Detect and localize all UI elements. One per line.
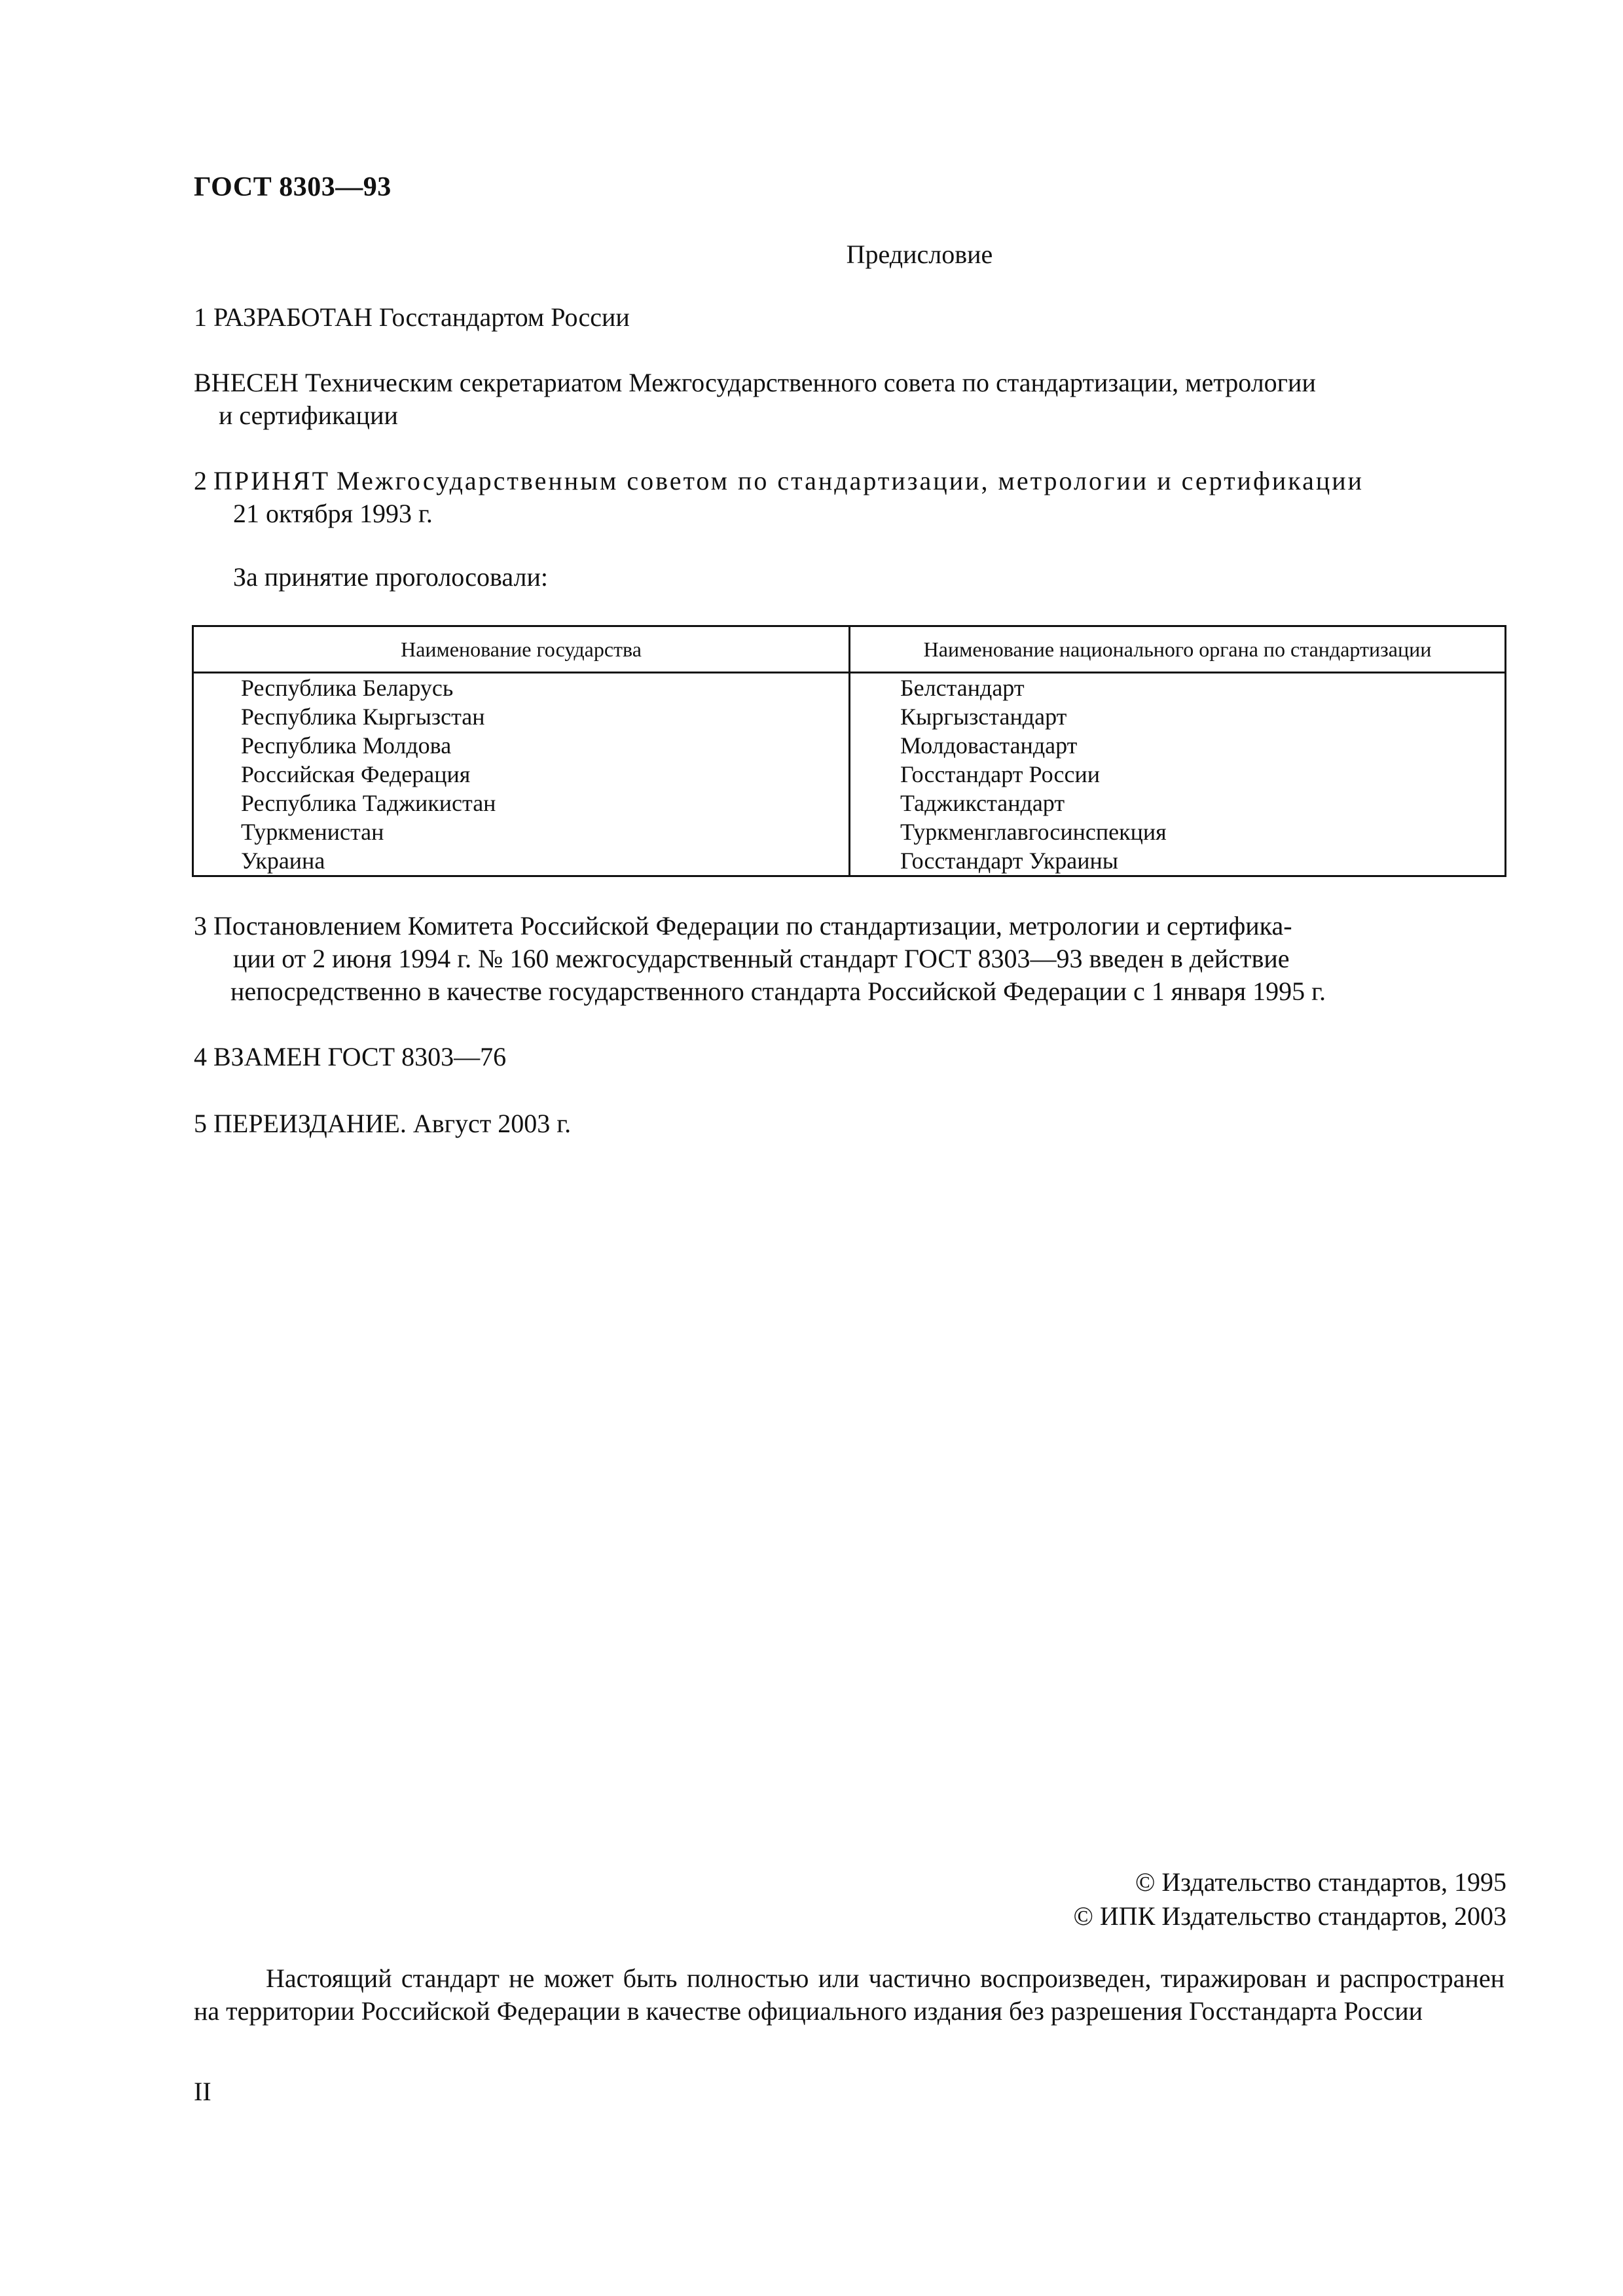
copyright-1995: © Издательство стандартов, 1995 [1135, 1867, 1506, 1897]
paragraph-text: Госстандартом России [378, 302, 630, 332]
paragraph-lead-word: ПРИНЯТ [213, 466, 331, 495]
paragraph-continuation: непосредственно в качестве государственного стандарта Российской Федерации с 1 января 1995 г. [230, 977, 1326, 1006]
paragraph-continuation: ции от 2 июня 1994 г. № 160 межгосударственный стандарт ГОСТ 8303—93 введен в действие [233, 944, 1290, 973]
paragraph-lead-word: ВЗАМЕН [213, 1042, 321, 1071]
body-list [850, 673, 1506, 876]
paragraph-text: ГОСТ 8303—76 [327, 1042, 507, 1071]
state-name: Туркменистан [241, 819, 384, 845]
document-code-header: ГОСТ 8303—93 [194, 172, 392, 202]
preface-title: Предисловие [846, 240, 993, 269]
paragraph-lead-word: ПЕРЕИЗДАНИЕ. [213, 1109, 407, 1138]
reproduction-notice: Настоящий стандарт не может быть полностью или частично воспроизведен, тиражирован и распространен на территории Российской Федерации в качестве официального издания без разрешения Госстандарта России [194, 1964, 1504, 2026]
standards-body-name: Туркменглавгосинспекция [900, 819, 1167, 845]
paragraph-text: Август 2003 г. [412, 1109, 572, 1138]
paragraph-2-adopted [194, 465, 1504, 530]
standards-body-name: Таджикстандарт [900, 790, 1065, 816]
paragraph-introduced [194, 367, 1504, 432]
votes-label: За принятие проголосовали: [233, 562, 548, 592]
member-states-table [192, 625, 1506, 877]
paragraph-text: Постановлением Комитета Российской Федерации по стандартизации, метрологии и сертифика- [213, 911, 1292, 941]
paragraph-number: 4 [194, 1042, 207, 1071]
standards-body-name: Госстандарт Украины [900, 848, 1118, 874]
paragraph-continuation: 21 октября 1993 г. [233, 499, 433, 528]
paragraph-continuation: и сертификации [219, 401, 398, 430]
state-name: Российская Федерация [241, 761, 471, 787]
state-name: Республика Кыргызстан [241, 704, 485, 730]
standards-body-name: Молдовастандарт [900, 732, 1078, 759]
state-name: Республика Таджикистан [241, 790, 496, 816]
paragraph-3-resolution [194, 910, 1504, 1008]
state-name: Республика Беларусь [241, 675, 454, 701]
table-header-state: Наименование государства [193, 626, 850, 673]
state-list [193, 673, 850, 876]
standards-body-name: Белстандарт [900, 675, 1025, 701]
state-name: Республика Молдова [241, 732, 452, 759]
paragraph-text: Межгосударственным советом по стандартизации, метрологии и сертификации [337, 466, 1364, 495]
paragraph-lead-word: РАЗРАБОТАН [213, 302, 373, 332]
paragraph-text: Техническим секретариатом Межгосударственного совета по стандартизации, метрологии [305, 368, 1316, 397]
paragraph-1-developed [194, 301, 1504, 334]
standards-body-name: Госстандарт России [900, 761, 1100, 787]
copyright-2003: © ИПК Издательство стандартов, 2003 [1073, 1901, 1506, 1931]
page-number: II [194, 2077, 211, 2106]
paragraph-number: 5 [194, 1109, 207, 1138]
paragraph-5-reissue [194, 1107, 1504, 1140]
table-body-row [193, 673, 1506, 876]
table-header-row [193, 626, 1506, 673]
paragraph-number: 1 [194, 302, 207, 332]
state-name: Украина [241, 848, 325, 874]
paragraph-4-replaces [194, 1041, 1504, 1073]
table-header-body: Наименование национального органа по стандартизации [850, 626, 1506, 673]
standards-body-name: Кыргызстандарт [900, 704, 1067, 730]
paragraph-lead-word: ВНЕСЕН [194, 368, 299, 397]
paragraph-number: 3 [194, 911, 207, 941]
paragraph-number: 2 [194, 466, 207, 495]
